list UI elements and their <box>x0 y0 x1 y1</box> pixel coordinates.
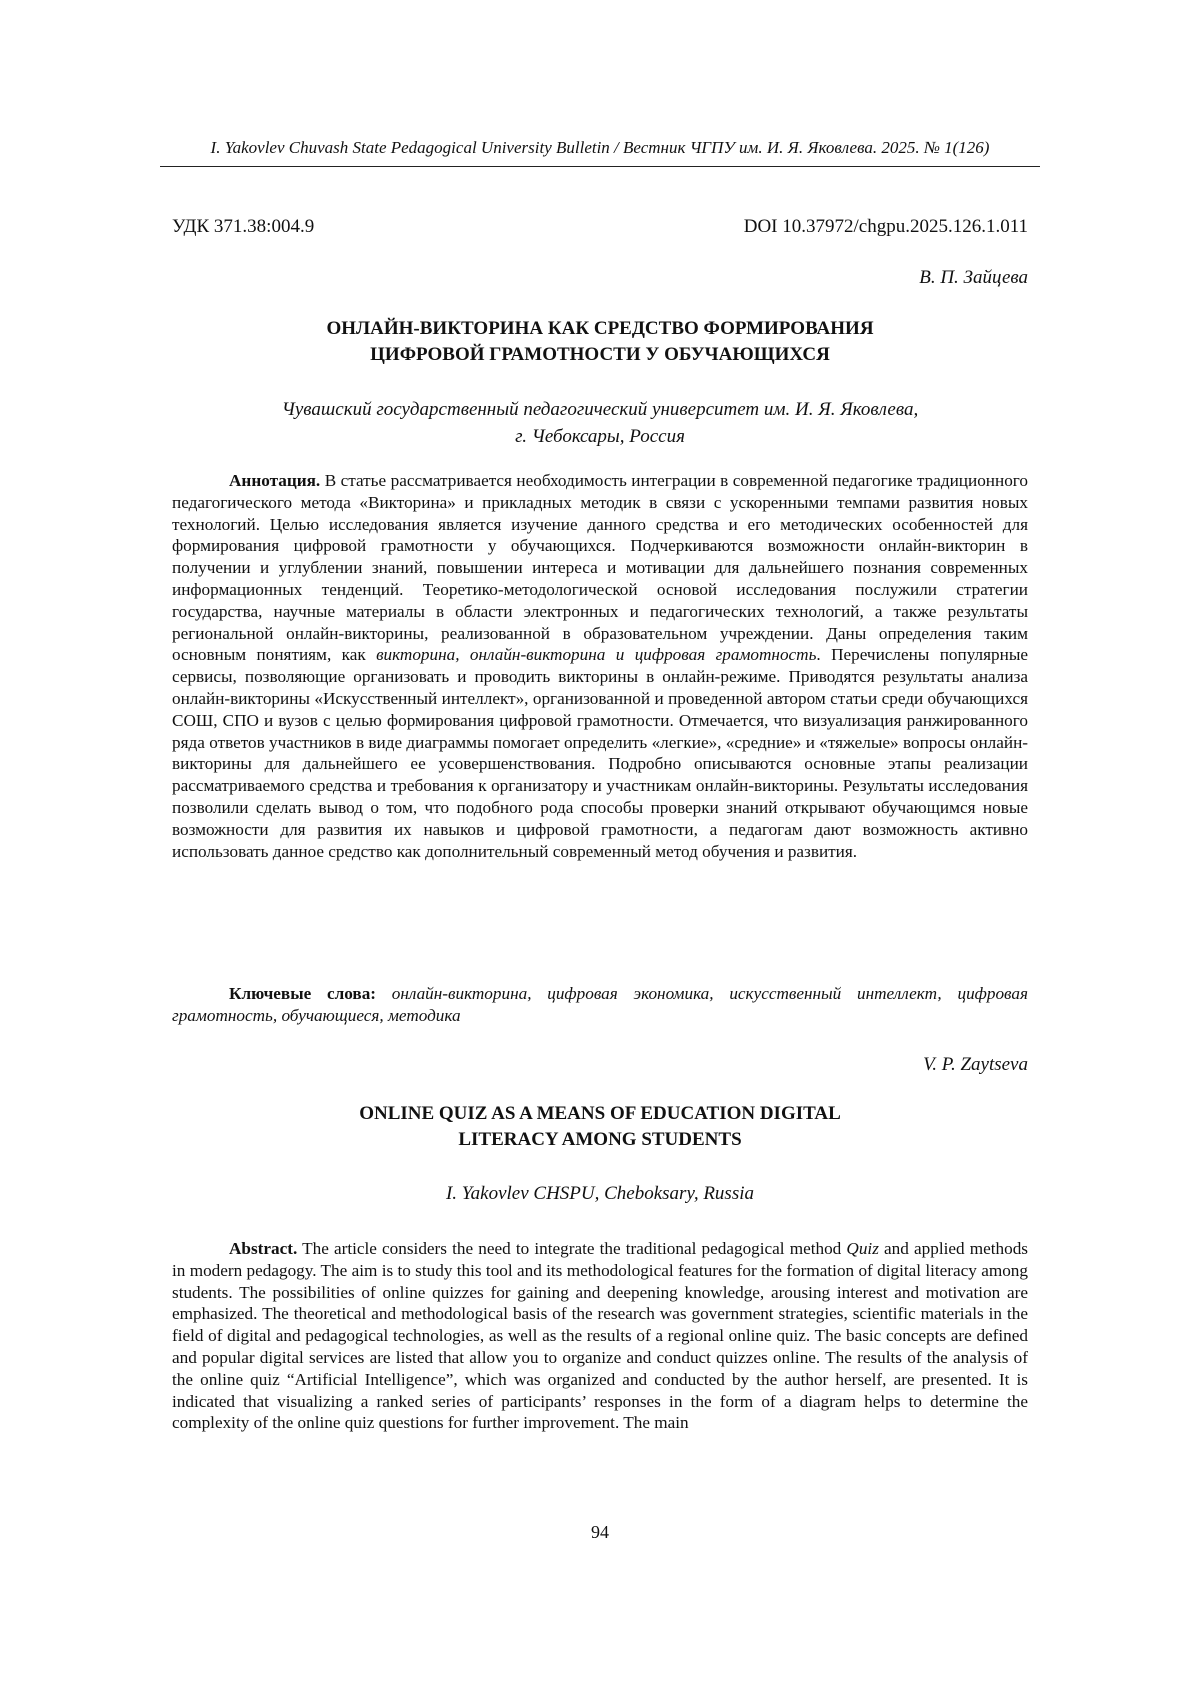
abstract-ru <box>172 470 1028 862</box>
abstract-en-text-2: and applied methods in modern pedagogy. The aim is to study this tool and its methodological features for the formation of digital literacy among students. The possibilities of online quizzes for gaining and deepening knowledge, arousing interest and motivation are emphasized. The theoretical and methodological basis of the research was government strategies, scientific materials in the field of digital and pedagogical technologies, as well as the results of a regional online quiz. The basic concepts are defined and popular digital services are listed that allow you to organize and conduct quizzes online. The results of the analysis of the online quiz “Artificial Intelligence”, which was organized and conducted by the author herself, are presented. It is indicated that visualizing a ranked series of participants’ responses in the form of a diagram helps to determine the complexity of the online quiz questions for further improvement. The main <box>172 1239 1028 1433</box>
abstract-ru-text-1: В статье рассматривается необходимость интеграции в современной педагогике традиционного педагогического метода «Викторина» и прикладных методик в связи с ускоренными темпами развития новых технологий. Целью исследования является изучение данного средства и его методических особенностей для формирования цифровой грамотности у обучающихся. Подчеркиваются возможности онлайн-викторин в получении и углублении знаний, повышении интереса и мотивации для дальнейшего познания современных информационных тенденций. Теоретико-методологической основой исследования послужили стратегии государства, научные материалы в области электронных и педагогических технологий, а также результаты региональной онлайн-викторины, реализованной в образовательном учреждении. Даны определения таким основным понятиям, как <box>172 471 1028 665</box>
title-en-line2: LITERACY AMONG STUDENTS <box>458 1129 742 1150</box>
title-ru-line1: ОНЛАЙН-ВИКТОРИНА КАК СРЕДСТВО ФОРМИРОВАНИЯ <box>326 318 874 339</box>
affiliation-ru <box>172 396 1028 450</box>
title-ru-line2: ЦИФРОВОЙ ГРАМОТНОСТИ У ОБУЧАЮЩИХСЯ <box>370 344 830 365</box>
page-number: 94 <box>591 1522 609 1542</box>
keywords-ru-label: Ключевые слова: <box>229 984 377 1003</box>
title-ru <box>172 316 1028 368</box>
abstract-en-quiz: Quiz <box>846 1239 879 1258</box>
abstract-en-label: Abstract. <box>229 1239 298 1258</box>
author-ru: В. П. Зайцева <box>919 267 1028 288</box>
affiliation-en: I. Yakovlev CHSPU, Cheboksary, Russia <box>445 1183 755 1204</box>
article-meta <box>172 215 1028 239</box>
abstract-ru-terms: викторина, онлайн-викторина и цифровая грамотность <box>376 645 817 665</box>
doi-code: DOI 10.37972/chgpu.2025.126.1.011 <box>743 216 1028 237</box>
affiliation-ru-line1: Чувашский государственный педагогический университет им. И. Я. Яковлева, <box>281 399 919 420</box>
keywords-ru <box>172 983 1028 1027</box>
title-en <box>172 1101 1028 1153</box>
udk-code: УДК 371.38:004.9 <box>172 216 315 237</box>
abstract-en <box>172 1238 1028 1434</box>
author-en: V. P. Zaytseva <box>923 1054 1028 1075</box>
abstract-en-text-1: The article considers the need to integrate the traditional pedagogical method <box>297 1239 847 1258</box>
abstract-ru-label: Аннотация. <box>229 471 321 490</box>
running-header: I. Yakovlev Chuvash State Pedagogical University Bulletin / Вестник ЧГПУ им. И. Я. Яковлева. 2025. № 1(126) <box>210 138 990 157</box>
keywords-ru-text: онлайн-викторина, цифровая экономика, искусственный интеллект, цифровая грамотность, обучающиеся, методика <box>172 984 1028 1025</box>
abstract-ru-text-2: . Перечислены популярные сервисы, позволяющие организовать и проводить викторины в онлайн-режиме. Приводятся результаты анализа онлайн-викторины «Искусственный интеллект», организованной и проведенной автором статьи среди обучающихся СОШ, СПО и вузов с целью формирования цифровой грамотности. Отмечается, что визуализация ранжированного ряда ответов участников в виде диаграммы помогает определить «легкие», «средние» и «тяжелые» вопросы онлайн-викторины для дальнейшего ее усовершенствования. Подробно описываются основные этапы реализации рассматриваемого средства и требования к организатору и участникам онлайн-викторины. Результаты исследования позволили сделать вывод о том, что подобного рода способы проверки знаний открывают обучающимся новые возможности для развития их навыков и цифровой грамотности, а педагогам дают возможность активно использовать данное средство как дополнительный современный метод обучения и развития. <box>172 645 1028 861</box>
affiliation-ru-line2: г. Чебоксары, Россия <box>515 426 685 447</box>
header-rule <box>160 166 1040 167</box>
title-en-line1: ONLINE QUIZ AS A MEANS OF EDUCATION DIGITAL <box>359 1103 841 1124</box>
